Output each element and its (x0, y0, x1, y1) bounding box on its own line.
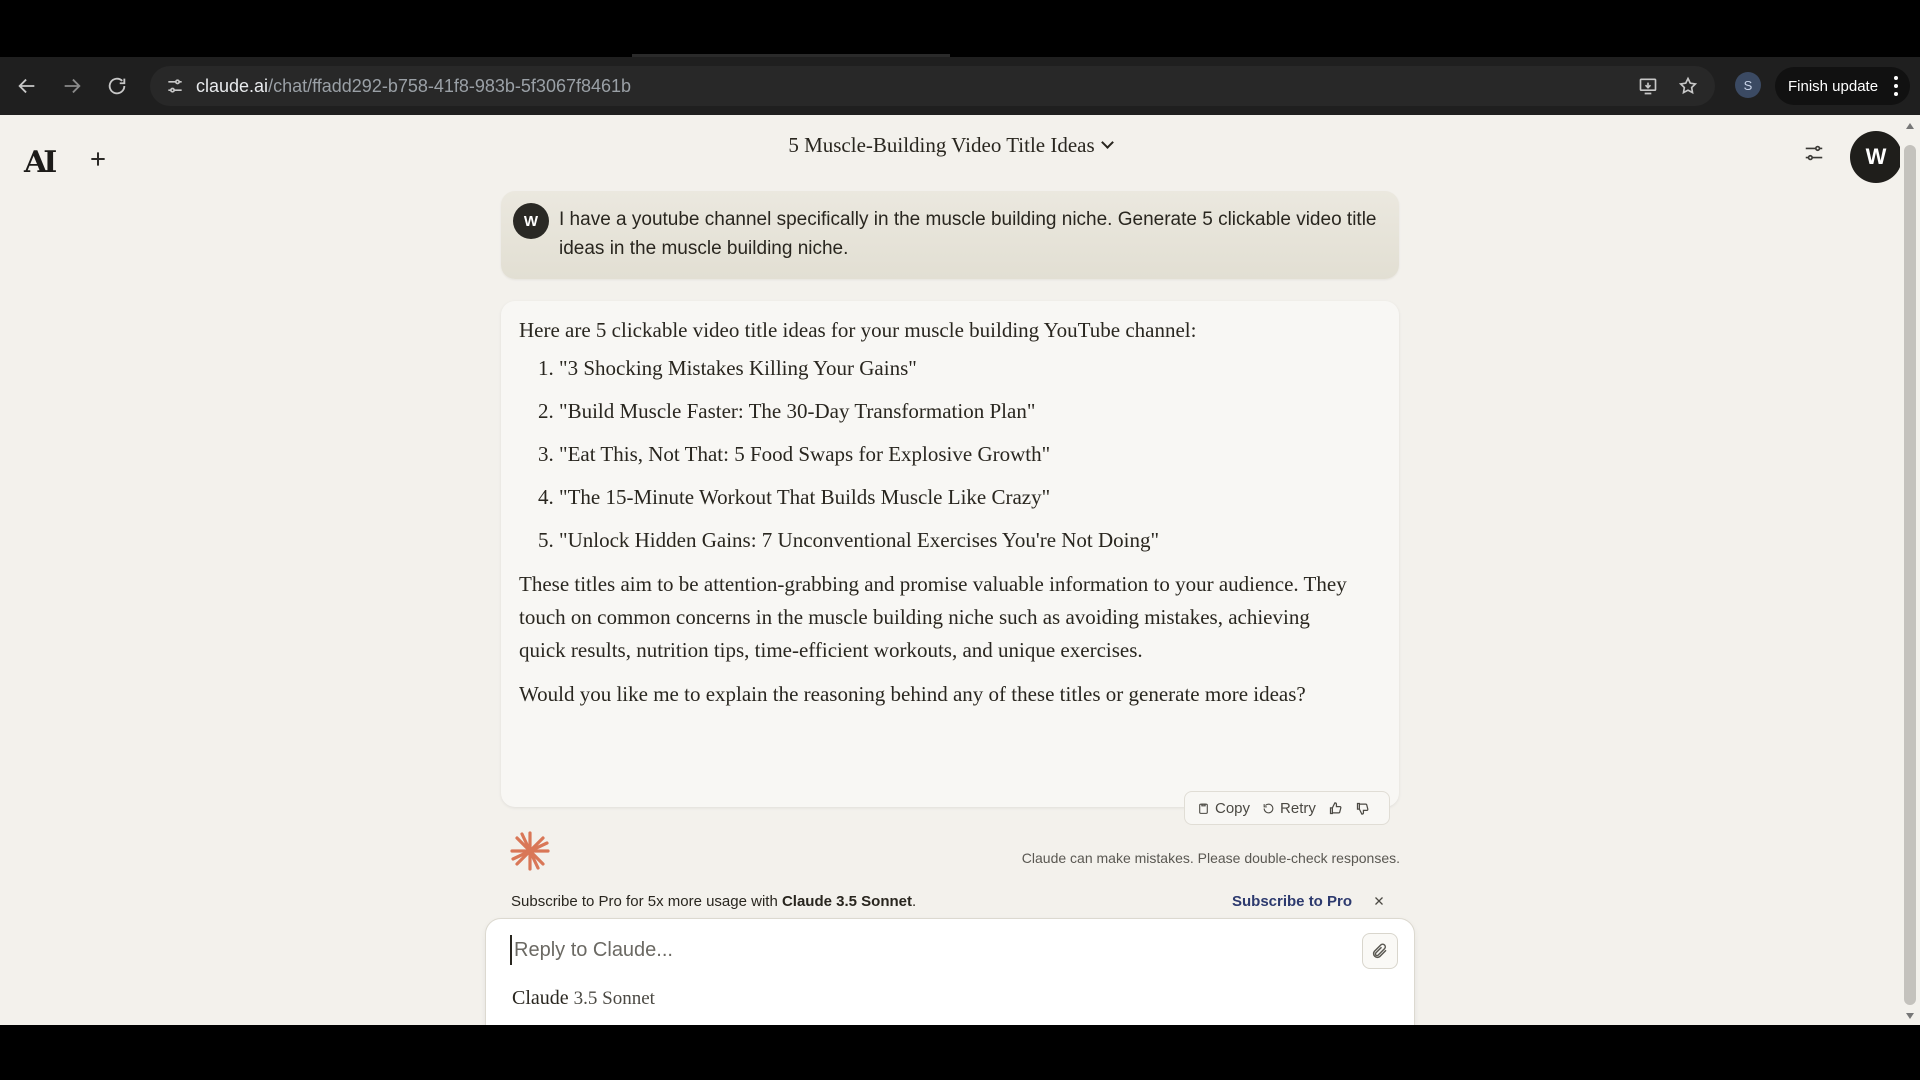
reload-icon[interactable] (100, 69, 134, 103)
install-app-icon[interactable] (1634, 72, 1662, 100)
browser-profile-avatar[interactable]: S (1735, 72, 1761, 98)
chat-title-text: 5 Muscle-Building Video Title Ideas (788, 133, 1095, 157)
back-arrow-icon[interactable] (10, 69, 44, 103)
scroll-down-arrow-icon[interactable] (1906, 1013, 1914, 1019)
claude-spark-icon (508, 829, 552, 873)
url-path: /chat/ffadd292-b758-41f8-983b-5f3067f8461b (268, 76, 632, 96)
reply-input[interactable] (510, 935, 1330, 965)
bottom-black-bar (0, 1025, 1920, 1080)
sliders-icon (1803, 142, 1825, 164)
retry-label: Retry (1280, 799, 1316, 817)
title-ideas-list (519, 353, 1359, 555)
url-host: claude.ai (196, 76, 269, 96)
address-bar[interactable] (150, 66, 1715, 106)
thumbs-up-icon[interactable] (1328, 800, 1344, 816)
user-message (501, 191, 1399, 279)
subscribe-to-pro-link[interactable]: Subscribe to Pro (1232, 893, 1353, 910)
close-icon[interactable] (1372, 894, 1386, 908)
list-item: 3. "Eat This, Not That: 5 Food Swaps for Explosive Growth" (538, 442, 1051, 466)
message-actions (1184, 791, 1390, 825)
more-menu-icon[interactable] (1894, 76, 1898, 96)
retry-icon (1262, 802, 1275, 815)
forward-arrow-icon[interactable] (55, 69, 89, 103)
assistant-intro: Here are 5 clickable video title ideas for your muscle building YouTube channel: (519, 318, 1197, 342)
claude-chat-page (0, 115, 1920, 1025)
copy-label: Copy (1215, 799, 1251, 817)
scroll-up-arrow-icon[interactable] (1906, 123, 1914, 129)
url-text[interactable] (196, 76, 631, 97)
user-message-avatar: W (513, 203, 549, 239)
promo-suffix: . (912, 893, 917, 910)
thumbs-down-icon[interactable] (1355, 800, 1371, 816)
promo-model: Claude 3.5 Sonnet (781, 893, 912, 910)
user-avatar[interactable]: W (1850, 131, 1902, 183)
attach-button[interactable] (1362, 933, 1398, 969)
list-item: 4. "The 15-Minute Workout That Builds Muscle Like Crazy" (538, 485, 1051, 509)
list-item: 1. "3 Shocking Mistakes Killing Your Gains" (538, 356, 917, 380)
browser-tab-strip (0, 0, 1920, 56)
bookmark-star-icon[interactable] (1674, 72, 1702, 100)
pro-promo-text (511, 893, 916, 910)
copy-button[interactable] (1197, 800, 1250, 817)
user-message-text: I have a youtube channel specifically in the muscle building niche. Generate 5 clickable video title ideas in the muscle building niche. (559, 209, 1377, 259)
chat-title[interactable] (0, 133, 1900, 158)
page-scrollbar[interactable] (1900, 115, 1920, 1025)
assistant-paragraph: These titles aim to be attention-grabbing and promise valuable information to your audience. They touch on common concerns in the muscle building niche such as avoiding mistakes, achieving quick results, nutrition tips, time-efficient workouts, and unique exercises. (519, 572, 1347, 662)
paperclip-icon (1371, 942, 1389, 960)
clipboard-icon (1197, 802, 1210, 815)
model-version: 3.5 Sonnet (573, 988, 655, 1009)
assistant-message (501, 301, 1399, 807)
scrollbar-thumb[interactable] (1904, 145, 1916, 1005)
reply-composer (485, 918, 1415, 1025)
finish-update-button[interactable] (1775, 67, 1910, 105)
site-info-icon[interactable] (160, 71, 190, 101)
model-name: Claude (512, 987, 569, 1009)
chat-settings-button[interactable] (1800, 139, 1828, 167)
list-item: 5. "Unlock Hidden Gains: 7 Unconventional Exercises You're Not Doing" (538, 528, 1160, 552)
retry-button[interactable] (1262, 800, 1316, 817)
disclaimer-text: Claude can make mistakes. Please double-check responses. (1021, 850, 1400, 866)
promo-prefix: Subscribe to Pro for 5x more usage with (511, 893, 782, 910)
browser-toolbar (0, 57, 1920, 115)
list-item: 2. "Build Muscle Faster: The 30-Day Transformation Plan" (538, 399, 1036, 423)
model-selector[interactable] (512, 987, 655, 1010)
finish-update-label: Finish update (1788, 77, 1879, 95)
assistant-followup: Would you like me to explain the reasoning behind any of these titles or generate more ideas? (519, 682, 1306, 706)
anthropic-logo[interactable]: AI (24, 145, 54, 180)
chevron-down-icon (1101, 136, 1114, 149)
